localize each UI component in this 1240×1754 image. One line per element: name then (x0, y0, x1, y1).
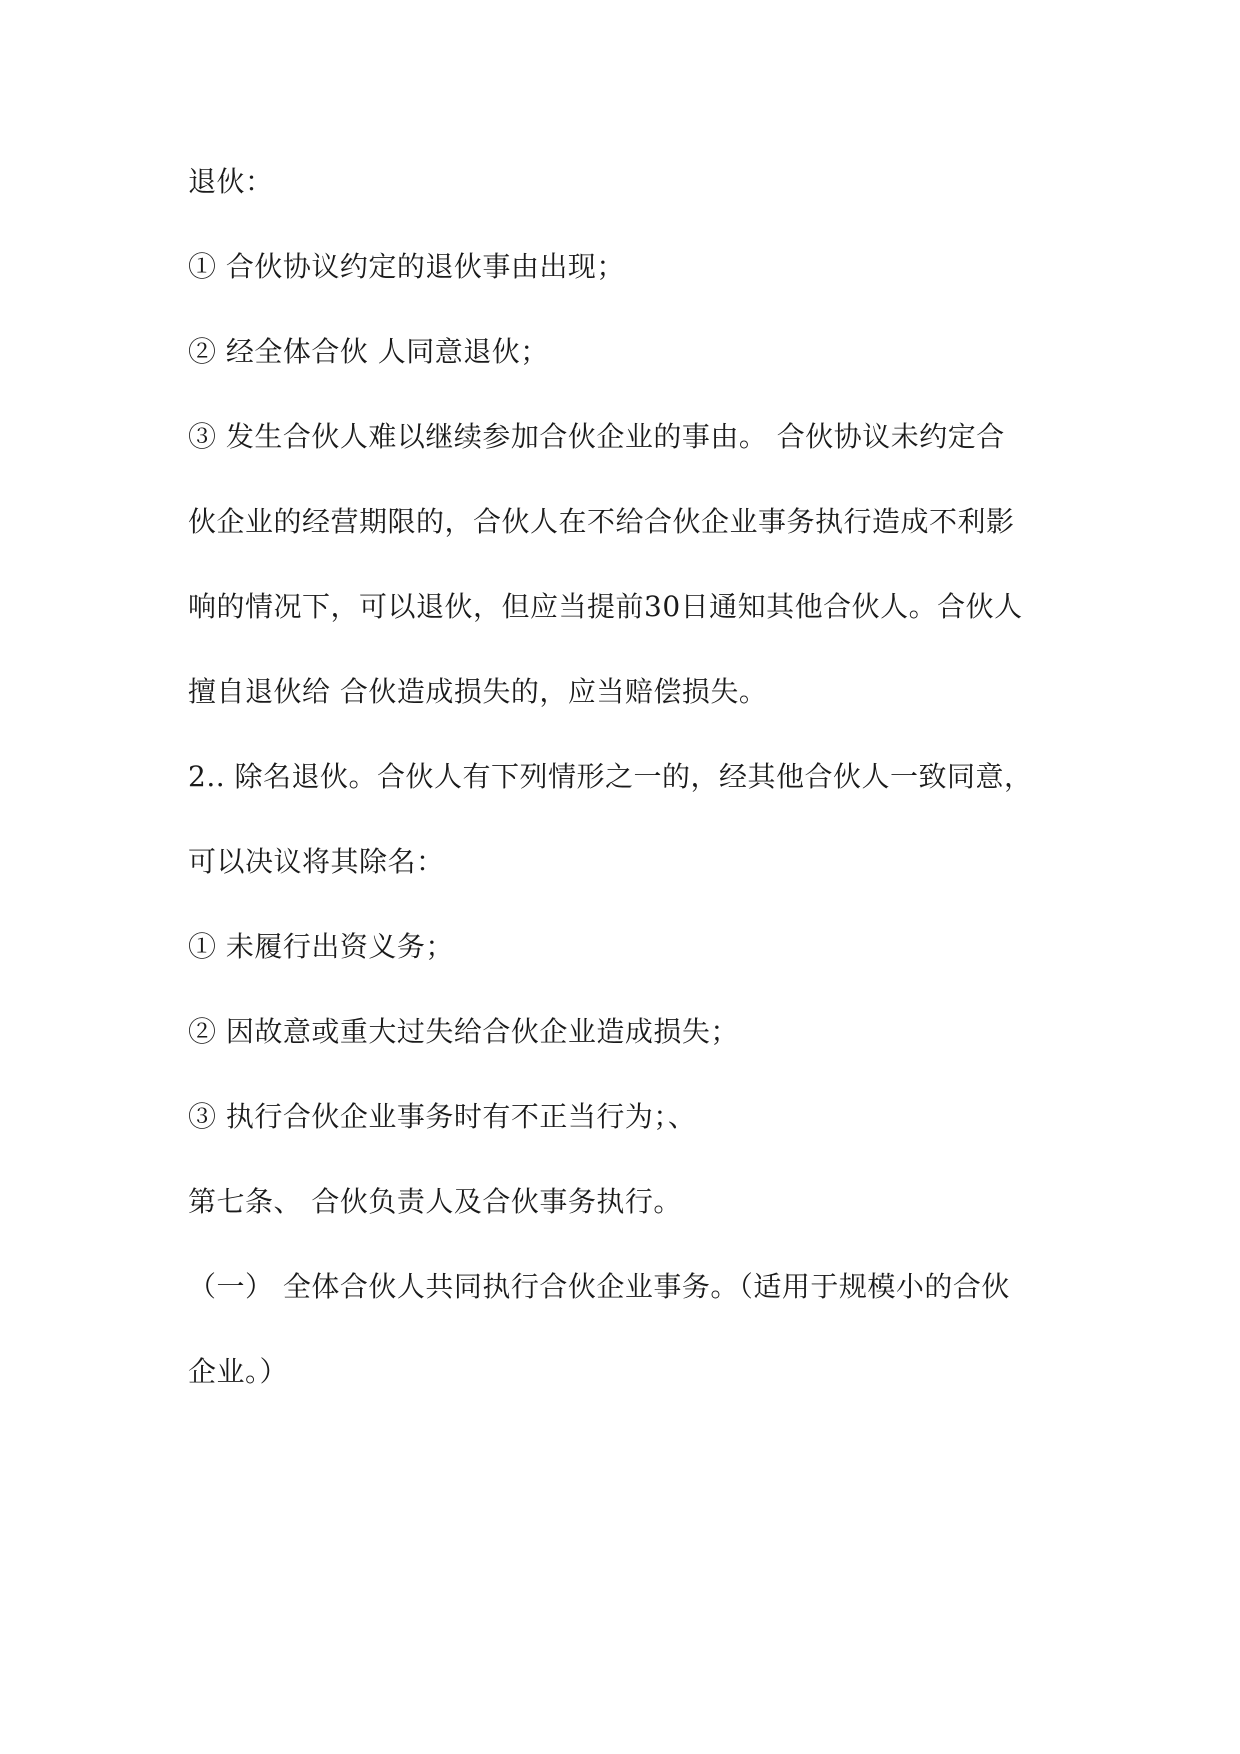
text-line-item-3: ③ 发生合伙人难以继续参加合伙企业的事由。 合伙协议未约定合 (188, 420, 1005, 453)
text-line-expulsion-item-2: ② 因故意或重大过失给合伙企业造成损失； (188, 1015, 739, 1048)
text-line-withdrawal-heading: 退伙： (188, 165, 274, 198)
text-line-paragraph-cont-3: 擅自退伙给 合伙造成损失的，应当赔偿损失。 (188, 675, 768, 708)
text-line-paragraph-cont-1: 伙企业的经营期限的，合伙人在不给合伙企业事务执行造成不利影 (188, 505, 1015, 538)
text-line-item-2: ② 经全体合伙 人同意退伙； (188, 335, 549, 368)
text-line-expulsion-cont: 可以决议将其除名： (188, 845, 445, 878)
text-line-paragraph-cont-2: 响的情况下，可以退伙，但应当提前30日通知其他合伙人。合伙人 (188, 590, 1023, 623)
text-line-expulsion-item-1: ① 未履行出资义务； (188, 930, 454, 963)
text-line-item-1: ① 合伙协议约定的退伙事由出现； (188, 250, 625, 283)
text-line-article-seven: 第七条、 合伙负责人及合伙事务执行。 (188, 1185, 682, 1218)
text-line-expulsion-item-3: ③ 执行合伙企业事务时有不正当行为；、 (188, 1100, 697, 1133)
text-line-clause-one-cont: 企业。） (188, 1355, 289, 1388)
text-line-clause-one: （一） 全体合伙人共同执行合伙企业事务。（适用于规模小的合伙 (188, 1270, 1010, 1303)
text-line-expulsion-heading: 2.. 除名退伙。合伙人有下列情形之一的，经其他合伙人一致同意， (188, 760, 1033, 793)
